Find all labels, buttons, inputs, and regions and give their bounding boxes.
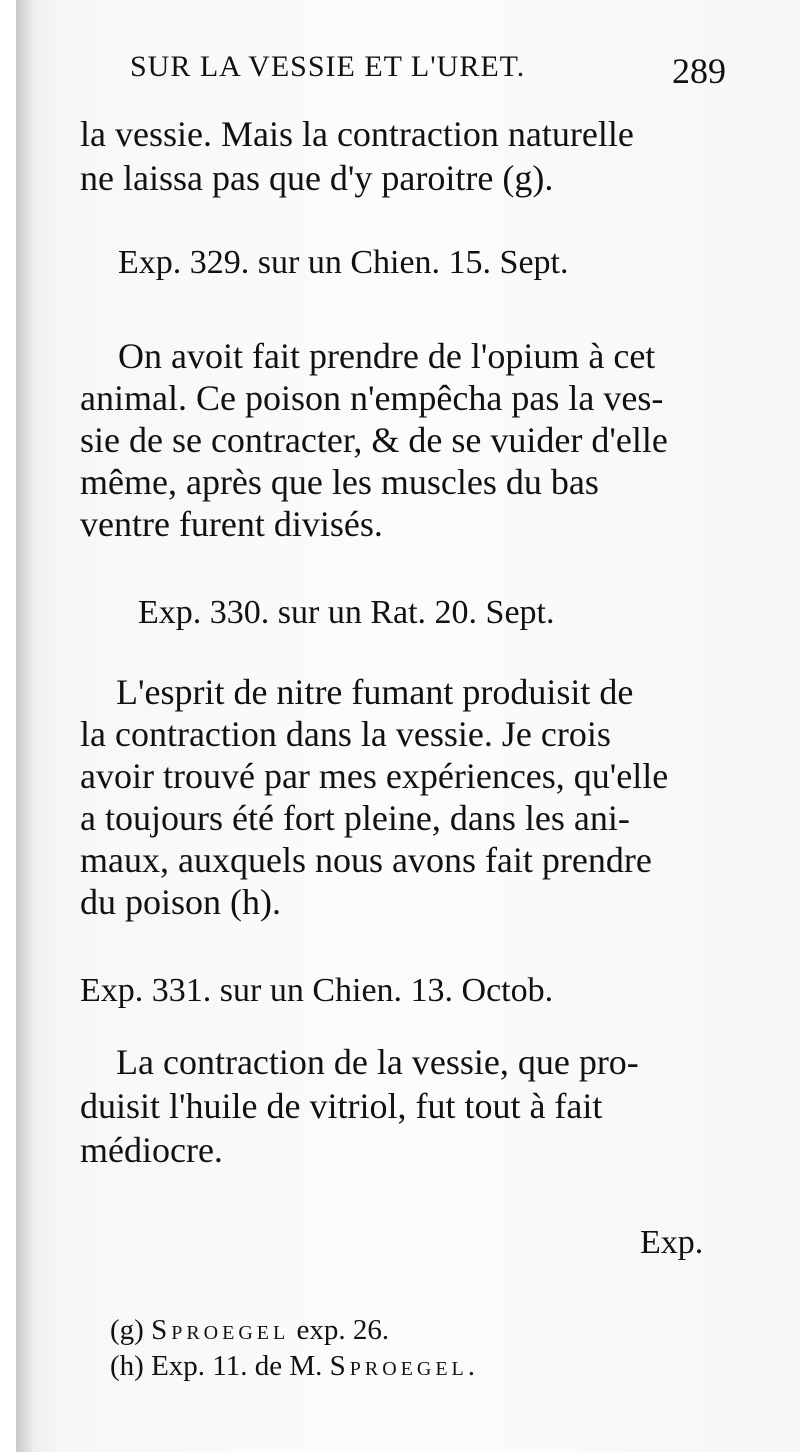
text-line: ne laissa pas que d'y paroitre (g). — [80, 158, 554, 198]
catchword: Exp. — [640, 1224, 704, 1261]
footnote-g — [110, 1316, 389, 1345]
text-line: maux, auxquels nous avons fait prendre — [80, 840, 652, 880]
text-line: ventre furent divisés. — [80, 504, 383, 544]
text-line: duisit l'huile de vitriol, fut tout à fait — [80, 1086, 603, 1126]
text-line: On avoit fait prendre de l'opium à cet — [118, 336, 656, 376]
text-line: médiocre. — [80, 1130, 223, 1170]
text-line: L'esprit de nitre fumant produisit de — [116, 672, 634, 712]
text-line: avoir trouvé par mes expériences, qu'elle — [80, 756, 669, 796]
page-gutter-shadow — [16, 0, 34, 1452]
text-line: même, après que les muscles du bas — [80, 462, 599, 502]
footnote-prefix: Exp. 11. de M. — [151, 1350, 323, 1382]
text-line: animal. Ce poison n'empêcha pas la ves- — [80, 378, 664, 418]
footnote-mark: (g) — [110, 1314, 144, 1346]
experiment-heading-330: Exp. 330. sur un Rat. 20. Sept. — [138, 594, 555, 631]
footnote-author: Sproegel. — [329, 1350, 480, 1382]
running-title: SUR LA VESSIE ET L'URET. — [130, 50, 526, 83]
footnote-h — [110, 1352, 479, 1381]
footnote-author: Sproegel — [151, 1314, 290, 1346]
text-line: La contraction de la vessie, que pro- — [116, 1042, 639, 1082]
experiment-heading-329: Exp. 329. sur un Chien. 15. Sept. — [118, 244, 569, 281]
text-line: du poison (h). — [80, 882, 281, 922]
page-number: 289 — [672, 51, 726, 91]
experiment-heading-331: Exp. 331. sur un Chien. 13. Octob. — [80, 972, 554, 1009]
text-line: sie de se contracter, & de se vuider d'elle — [80, 420, 668, 460]
text-line: la vessie. Mais la contraction naturelle — [80, 114, 634, 154]
text-line: a toujours été fort pleine, dans les ani- — [80, 798, 630, 838]
text-line: la contraction dans la vessie. Je crois — [80, 714, 611, 754]
footnote-mark: (h) — [110, 1350, 144, 1382]
footnote-ref: exp. 26. — [296, 1314, 390, 1346]
